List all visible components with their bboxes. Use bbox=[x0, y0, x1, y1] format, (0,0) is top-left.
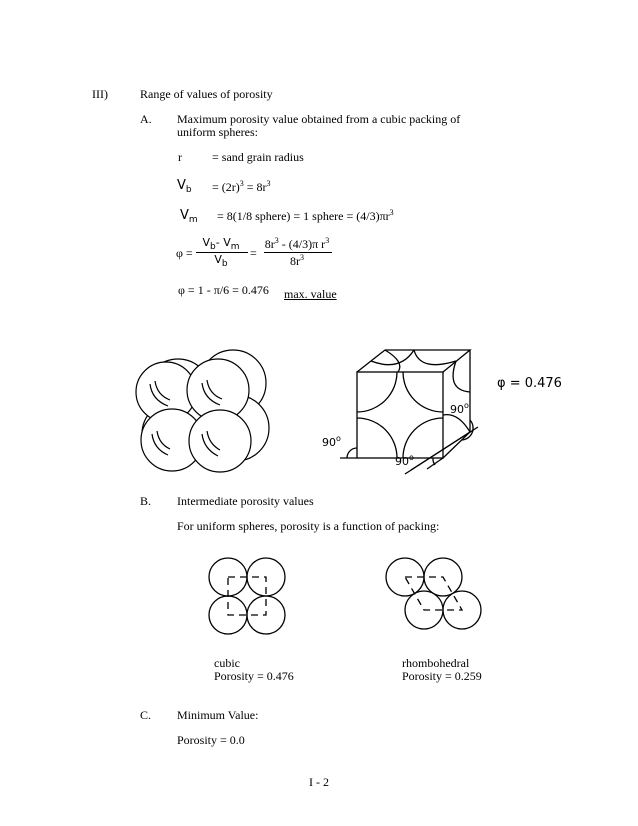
vb-symbol: $V_b$ bbox=[177, 178, 192, 195]
r-definition: = sand grain radius bbox=[212, 150, 304, 164]
max-value-label: max. value bbox=[284, 287, 337, 301]
part-a-line1: Maximum porosity value obtained from a cubic packing of bbox=[177, 112, 461, 126]
part-a-letter: A. bbox=[140, 112, 152, 126]
equals-sign: = bbox=[250, 246, 257, 260]
angle-label-2: 90$^o$ bbox=[450, 401, 469, 416]
r-symbol: r bbox=[178, 150, 182, 164]
angle-label-1: 90$^o$ bbox=[322, 434, 341, 449]
section-number: III) bbox=[92, 87, 108, 101]
fraction1-denominator: $V_b$ bbox=[214, 253, 228, 269]
vb-definition: = $(2r)^3 = 8r^3$ bbox=[212, 179, 271, 194]
part-b-description: For uniform spheres, porosity is a function of packing: bbox=[177, 519, 440, 533]
vm-definition: = 8(1/8 sphere) = 1 sphere = $(4/3)\pi r^3$ bbox=[217, 208, 394, 223]
page-number: I - 2 bbox=[309, 775, 329, 789]
rhombohedral-porosity: Porosity = 0.259 bbox=[402, 669, 482, 683]
part-c-porosity: Porosity = 0.0 bbox=[177, 733, 245, 747]
part-a-line2: uniform spheres: bbox=[177, 125, 258, 139]
cubic-porosity: Porosity = 0.476 bbox=[214, 669, 294, 683]
phi-value-label: φ = 0.476 bbox=[497, 376, 562, 391]
part-b-title: Intermediate porosity values bbox=[177, 494, 314, 508]
fraction2-numerator: $8r^3 - (4/3)\pi$ $r^3$ bbox=[264, 236, 330, 251]
part-c-title: Minimum Value: bbox=[177, 708, 259, 722]
rhombohedral-label: rhombohedral bbox=[402, 656, 470, 670]
cubic-label: cubic bbox=[214, 656, 240, 670]
angle-label-3: 90$^o$ bbox=[395, 453, 414, 468]
fraction2-denominator: $8r^3$ bbox=[290, 253, 304, 268]
porosity-result: φ = 1 - π/6 = 0.476 bbox=[178, 283, 269, 297]
section-title: Range of values of porosity bbox=[140, 87, 273, 101]
vm-symbol: $V_m$ bbox=[180, 208, 198, 225]
part-c-letter: C. bbox=[140, 708, 152, 722]
part-b-letter: B. bbox=[140, 494, 152, 508]
phi-equals: φ = bbox=[176, 246, 193, 260]
fraction1-numerator: $V_b-$ $V_m$ bbox=[202, 236, 240, 252]
